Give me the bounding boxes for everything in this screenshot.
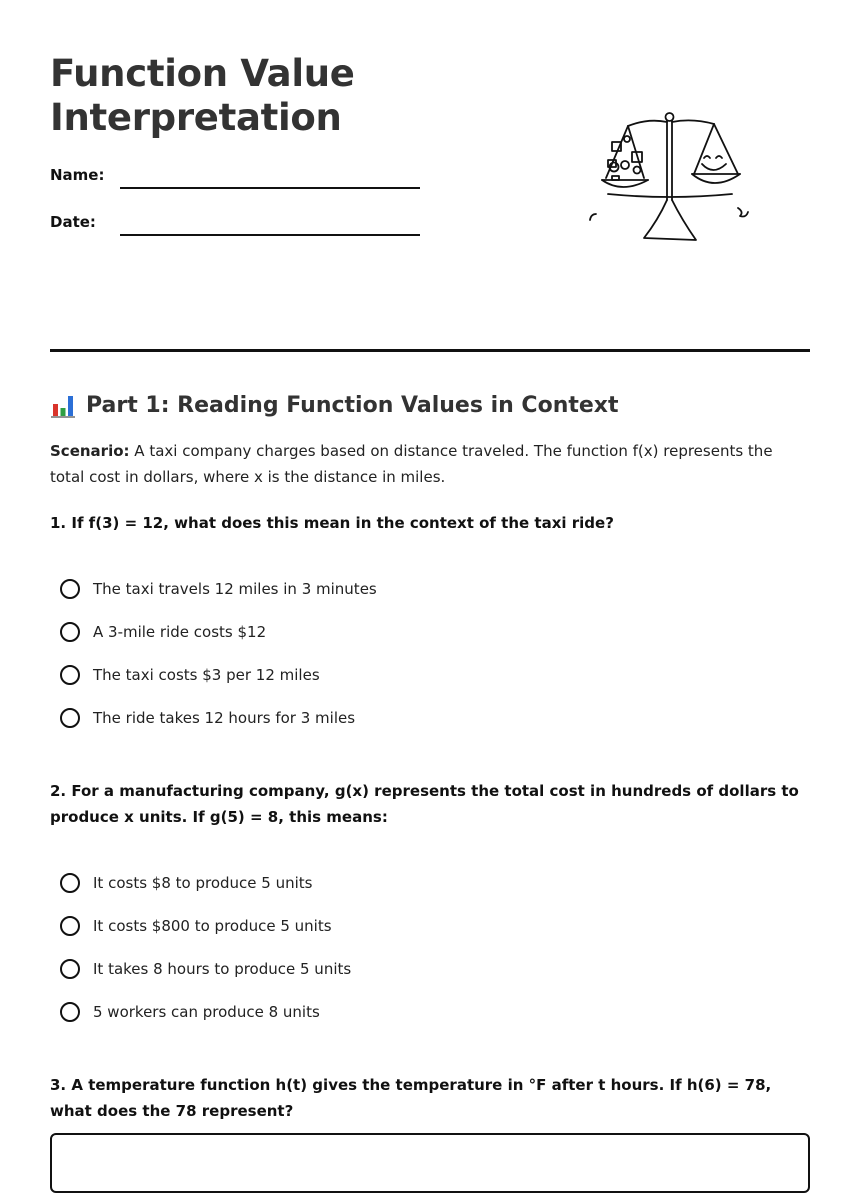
q2-option-b[interactable]	[60, 913, 332, 939]
radio-button[interactable]	[60, 665, 80, 685]
section-divider	[50, 349, 810, 352]
q2-option-d[interactable]	[60, 999, 320, 1025]
date-field[interactable]	[120, 234, 420, 236]
date-label: Date:	[50, 213, 96, 231]
radio-button[interactable]	[60, 916, 80, 936]
radio-button[interactable]	[60, 708, 80, 728]
q2-option-a[interactable]	[60, 870, 312, 896]
q2-option-c[interactable]	[60, 956, 351, 982]
name-field[interactable]	[120, 187, 420, 189]
worksheet-title: Function Value Interpretation	[50, 52, 355, 139]
option-label: The ride takes 12 hours for 3 miles	[93, 709, 356, 727]
bar-chart-icon	[50, 392, 76, 418]
part1-heading	[50, 390, 619, 420]
q1-option-c[interactable]	[60, 662, 320, 688]
radio-button[interactable]	[60, 873, 80, 893]
scenario-paragraph	[50, 438, 810, 490]
radio-button[interactable]	[60, 1002, 80, 1022]
q3-answer-box[interactable]	[50, 1133, 810, 1193]
option-label: 5 workers can produce 8 units	[93, 1003, 320, 1021]
question-3: 3. A temperature function h(t) gives the temperature in °F after t hours. If h(6) = 78, what does the 78 represent?	[50, 1076, 772, 1120]
option-label: It takes 8 hours to produce 5 units	[93, 960, 352, 978]
question-1: 1. If f(3) = 12, what does this mean in the context of the taxi ride?	[50, 514, 614, 532]
radio-button[interactable]	[60, 579, 80, 599]
radio-button[interactable]	[60, 622, 80, 642]
balance-scale-icon	[586, 108, 750, 244]
option-label: The taxi costs $3 per 12 miles	[93, 666, 320, 684]
name-label: Name:	[50, 166, 105, 184]
option-label: A 3-mile ride costs $12	[93, 623, 267, 641]
option-label: It costs $800 to produce 5 units	[93, 917, 332, 935]
radio-button[interactable]	[60, 959, 80, 979]
q1-option-a[interactable]	[60, 576, 377, 602]
q1-option-d[interactable]	[60, 705, 355, 731]
q1-option-b[interactable]	[60, 619, 266, 645]
scenario-label: Scenario:	[50, 442, 130, 460]
part1-title: Part 1: Reading Function Values in Context	[86, 392, 619, 418]
scenario-text: A taxi company charges based on distance traveled. The function f(x) represents the total cost in dollars, where x is the distance in miles.	[50, 442, 773, 486]
question-2: 2. For a manufacturing company, g(x) represents the total cost in hundreds of dollars to produce x units. If g(5) = 8, this means:	[50, 782, 799, 826]
option-label: It costs $8 to produce 5 units	[93, 874, 313, 892]
option-label: The taxi travels 12 miles in 3 minutes	[93, 580, 377, 598]
